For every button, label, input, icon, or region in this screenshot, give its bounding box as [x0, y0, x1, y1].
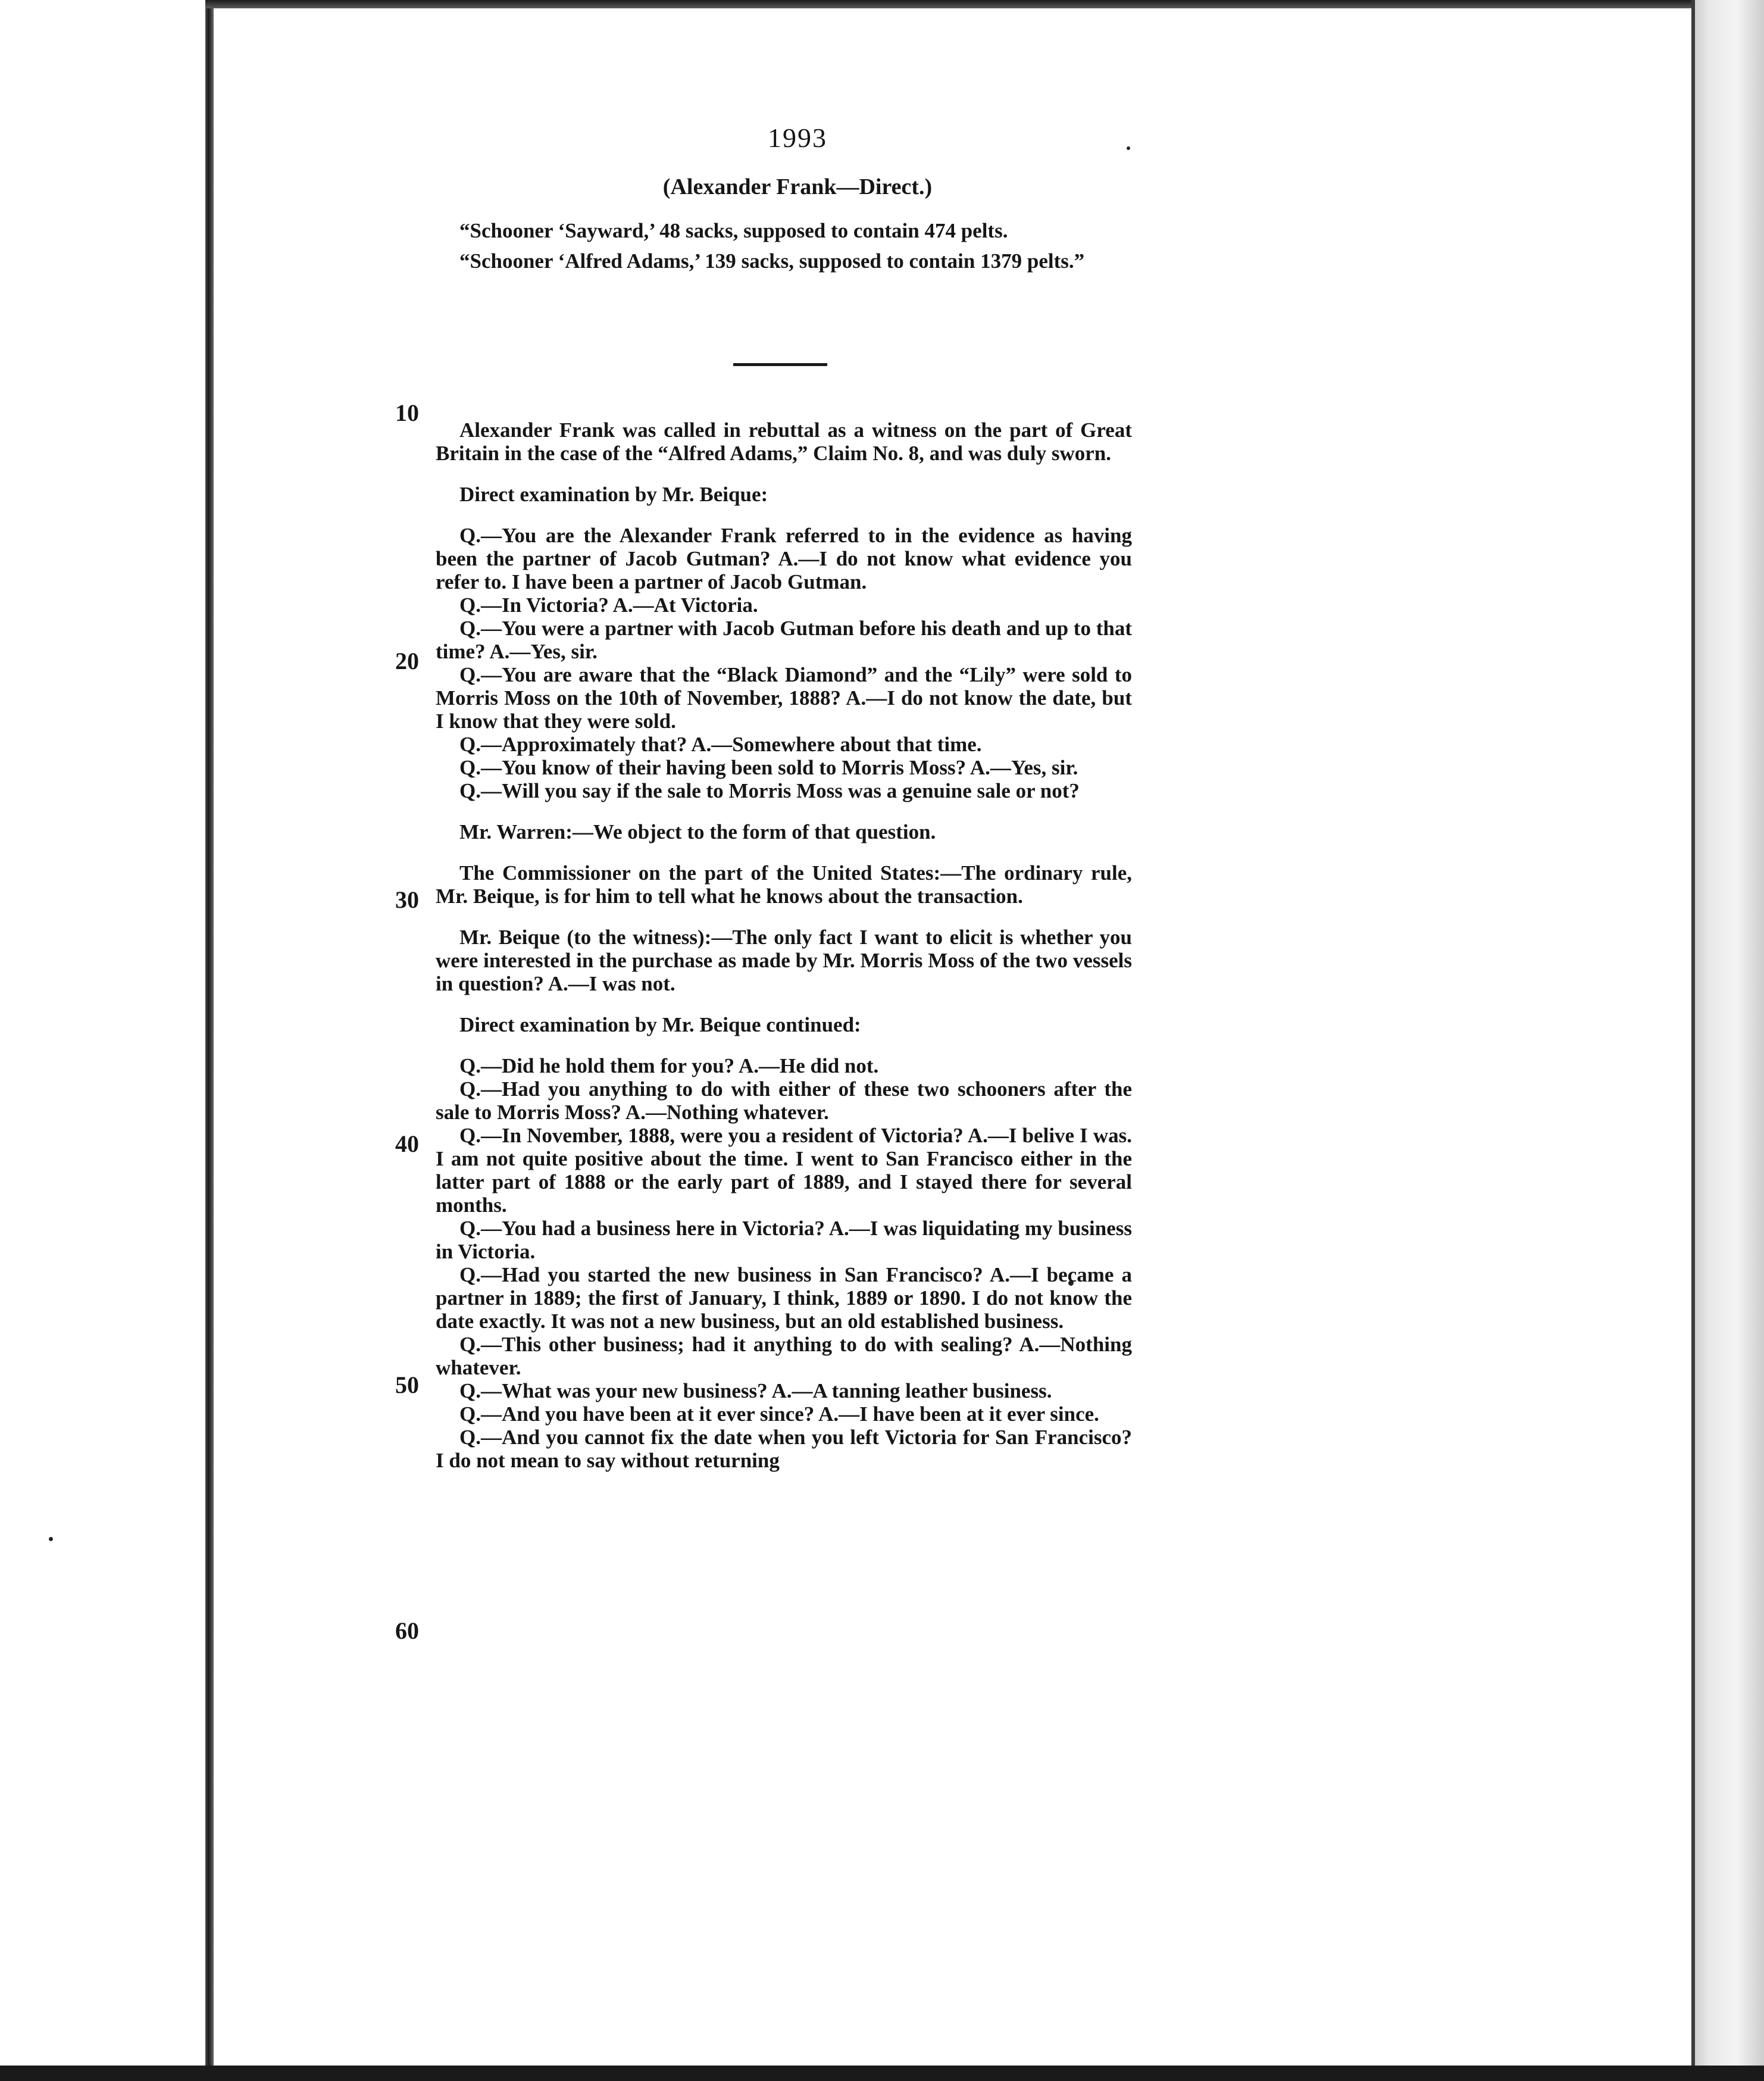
binding-edge: [205, 0, 214, 2081]
qa-paragraph: Q.—In November, 1888, were you a resident of Victoria? A.—I belive I was. I am not quite positive about the time. I went to San Francisco either in the latter part of 1888 or the early part of 1889, and I stayed there for several months.: [436, 1124, 1132, 1217]
qa-paragraph: Q.—Did he hold them for you? A.—He did not.: [459, 1054, 879, 1077]
quoted-list: [436, 219, 1132, 273]
running-head: (Alexander Frank—Direct.): [662, 174, 933, 199]
qa-paragraph: Q.—In Victoria? A.—At Victoria.: [459, 593, 758, 617]
bottom-edge: [0, 2066, 1764, 2081]
qa-paragraph: Q.—You know of their having been sold to Morris Moss? A.—Yes, sir.: [459, 756, 1078, 779]
top-edge: [205, 0, 1699, 8]
qa-paragraph: Q.—Will you say if the sale to Morris Moss was a genuine sale or not?: [459, 779, 1080, 802]
line-number: 20: [395, 648, 419, 674]
qa-paragraph: Q.—What was your new business? A.—A tanning leather business.: [459, 1379, 1052, 1402]
line-number: 50: [395, 1371, 419, 1398]
qa-paragraph: Q.—You are aware that the “Black Diamond” and the “Lily” were sold to Morris Moss on the 10th of November, 1888? A.—I do not know the date, but I know that they were sold.: [436, 663, 1132, 733]
qa-paragraph: Mr. Beique (to the witness):—The only fact I want to elicit is whether you were interested in the purchase as made by Mr. Morris Moss of the two vessels in question? A.—I was not.: [436, 926, 1132, 995]
page-number: 1993: [768, 123, 827, 153]
qa-paragraph: Q.—Had you started the new business in San Francisco? A.—I became a partner in 1889; the first of January, I think, 1889 or 1890. I do not know the date exactly. It was not a new business, but an old established business.: [436, 1263, 1132, 1333]
qa-paragraph: Q.—This other business; had it anything to do with sealing? A.—Nothing whatever.: [436, 1333, 1132, 1379]
qa-paragraph: Q.—And you have been at it ever since? A.—I have been at it ever since.: [459, 1402, 1099, 1426]
qa-paragraph: Q.—You were a partner with Jacob Gutman before his death and up to that time? A.—Yes, sir.: [436, 617, 1132, 663]
right-margin-shadow: [1695, 0, 1764, 2081]
speck: [49, 1537, 53, 1541]
intro-paragraph: Alexander Frank was called in rebuttal as a witness on the part of Great Britain in the case of the “Alfred Adams,” Claim No. 8, and was duly sworn.: [436, 418, 1132, 465]
qa-paragraph: Q.—And you cannot fix the date when you left Victoria for San Francisco? I do not mean to say without returning: [436, 1426, 1132, 1472]
qa-paragraph: Q.—You are the Alexander Frank referred to in the evidence as having been the partner of Jacob Gutman? A.—I do not know what evidence you refer to. I have been a partner of Jacob Gutman.: [436, 524, 1132, 593]
qa-paragraph: Q.—Approximately that? A.—Somewhere about that time.: [459, 733, 982, 756]
qa-paragraph: Q.—You had a business here in Victoria? A.—I was liquidating my business in Victoria.: [436, 1217, 1132, 1263]
left-gutter: [0, 0, 205, 2081]
section-heading: Direct examination by Mr. Beique continued:: [459, 1013, 861, 1036]
testimony-body: [436, 418, 1132, 1472]
speck: [1127, 146, 1130, 150]
line-number: 30: [395, 886, 419, 913]
line-number: 10: [395, 399, 419, 426]
section-rule: [733, 363, 827, 366]
line-number: 60: [395, 1617, 419, 1644]
section-heading: Direct examination by Mr. Beique:: [459, 483, 768, 506]
objection-paragraph: Mr. Warren:—We object to the form of that question.: [459, 820, 936, 843]
line-number: 40: [395, 1130, 419, 1157]
qa-paragraph: Q.—Had you anything to do with either of these two schooners after the sale to Morris Moss? A.—Nothing whatever.: [436, 1077, 1132, 1124]
quote-line: “Schooner ‘Alfred Adams,’ 139 sacks, supposed to contain 1379 pelts.”: [459, 249, 1085, 273]
commissioner-paragraph: The Commissioner on the part of the United States:—The ordinary rule, Mr. Beique, is for him to tell what he knows about the transaction.: [436, 861, 1132, 908]
quote-line: “Schooner ‘Sayward,’ 48 sacks, supposed to contain 474 pelts.: [459, 219, 1008, 242]
